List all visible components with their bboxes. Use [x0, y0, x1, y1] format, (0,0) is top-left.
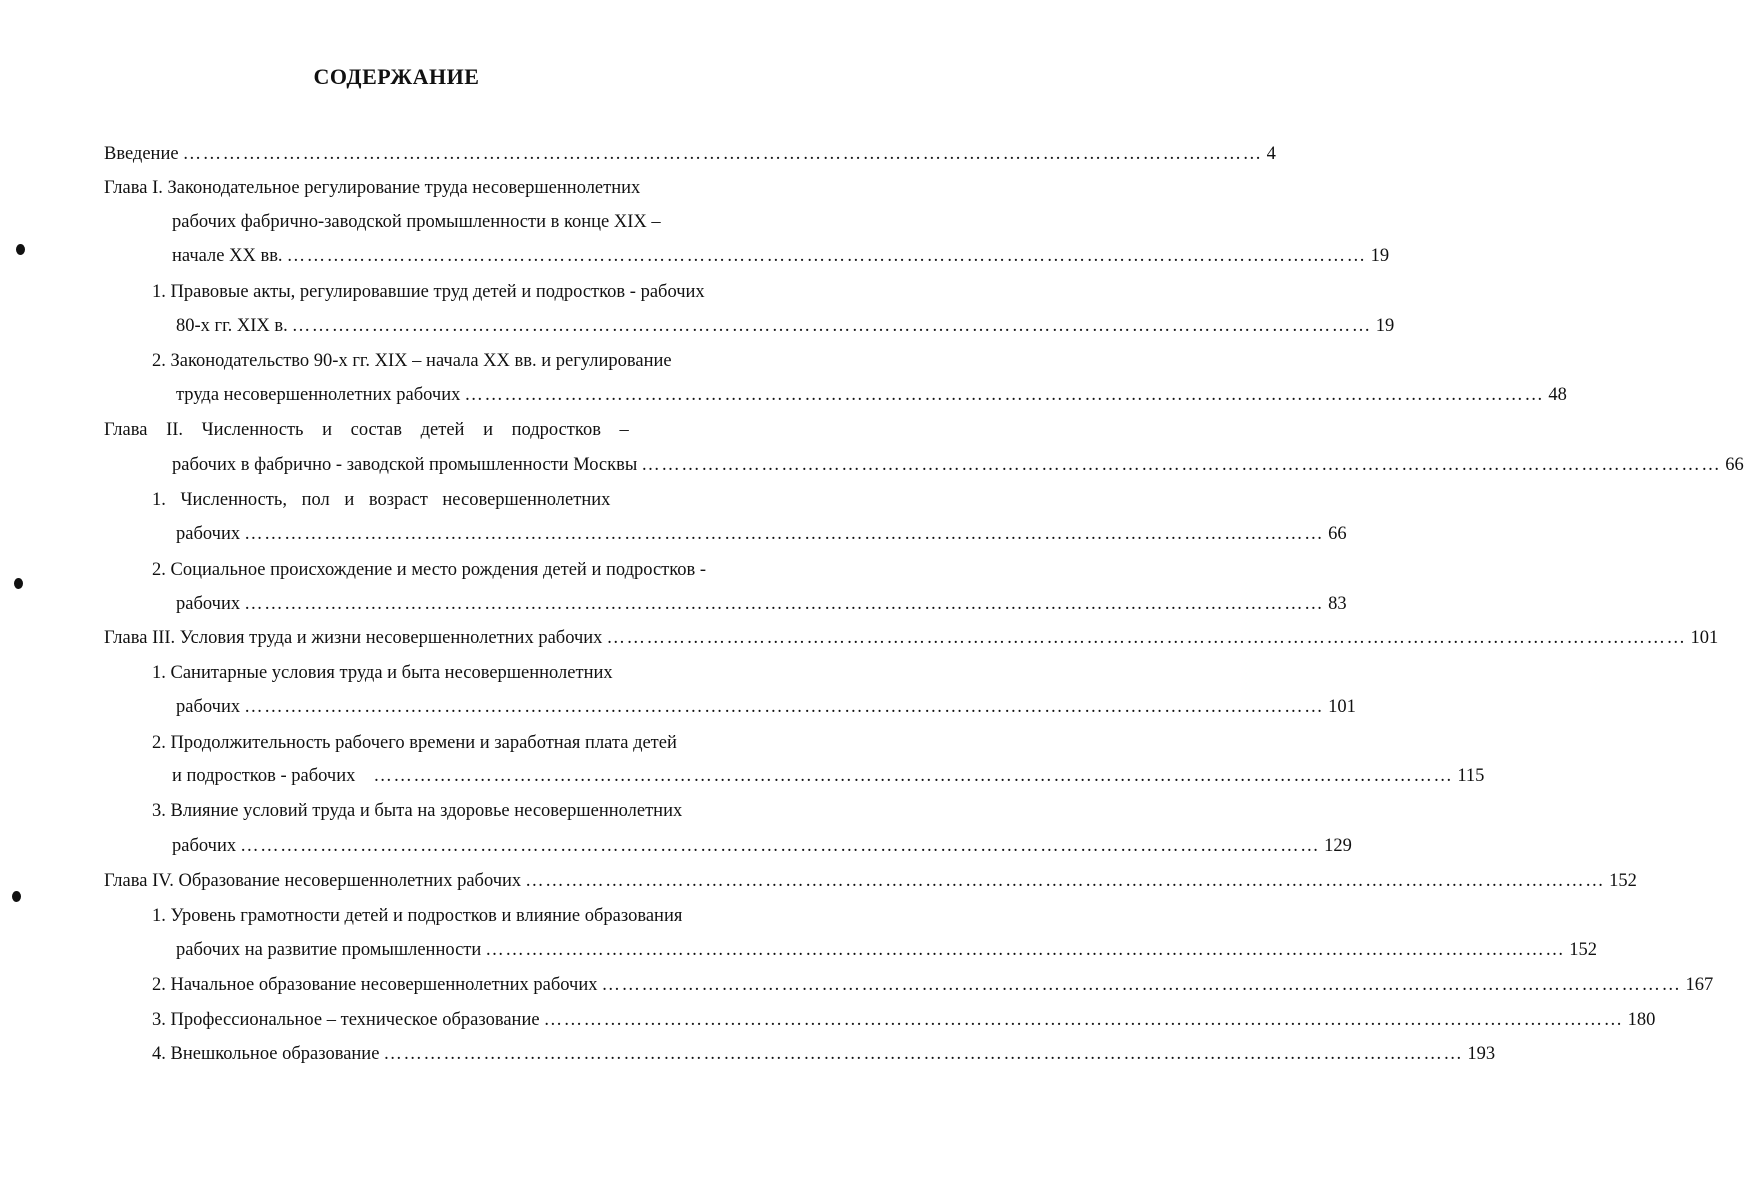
dot-leader: ………………………………………………………………………………………………………………………………………………: [244, 524, 1325, 544]
toc-page-number: 66: [1328, 524, 1347, 544]
dot-leader: ………………………………………………………………………………………………………………………………………………: [485, 940, 1566, 960]
dot-leader: ………………………………………………………………………………………………………………………………………………: [383, 1044, 1464, 1064]
toc-entry-text: 2. Начальное образование несовершеннолетних рабочих: [152, 975, 598, 995]
toc-entry-text: 2. Продолжительность рабочего времени и заработная плата детей: [152, 733, 677, 753]
toc-page-number: 48: [1548, 385, 1567, 405]
dot-leader: ………………………………………………………………………………………………………………………………………………: [244, 594, 1325, 614]
toc-entry-text: 1. Численность, пол и возраст несовершеннолетних: [152, 490, 611, 510]
toc-page-number: 152: [1609, 871, 1637, 891]
toc-entry: [152, 971, 1714, 999]
toc-entry: [172, 451, 1744, 479]
toc-page-number: 129: [1324, 836, 1352, 856]
dot-leader: ………………………………………………………………………………………………………………………………………………: [240, 836, 1321, 856]
toc-section: [152, 797, 682, 825]
toc-entry: [176, 590, 1347, 618]
dot-leader: ………………………………………………………………………………………………………………………………………………: [641, 455, 1722, 475]
toc-entry: [152, 1040, 1496, 1068]
toc-page-number: 83: [1328, 594, 1347, 614]
toc-entry-text: труда несовершеннолетних рабочих: [176, 385, 461, 405]
toc-entry-text: рабочих: [176, 697, 241, 717]
page-title: СОДЕРЖАНИЕ: [313, 64, 480, 89]
dot-leader: ………………………………………………………………………………………………………………………………………………: [373, 766, 1454, 786]
toc-entry-text: 1. Санитарные условия труда и быта несовершеннолетних: [152, 663, 613, 683]
toc-entry-text: 1. Уровень грамотности детей и подростков и влияние образования: [152, 906, 683, 926]
toc-entry-text: 80-х гг. XIX в.: [176, 316, 288, 336]
toc-page-number: 152: [1569, 940, 1598, 960]
dot-leader: ………………………………………………………………………………………………………………………………………………: [291, 316, 1372, 336]
toc-entry-text: Глава III. Условия труда и жизни несовершеннолетних рабочих: [104, 628, 603, 648]
toc-entry: [104, 867, 1637, 895]
toc-page-number: 180: [1627, 1010, 1656, 1030]
toc-entry: [104, 140, 1276, 168]
dot-leader: ………………………………………………………………………………………………………………………………………………: [525, 871, 1606, 891]
toc-section: [152, 347, 672, 375]
toc-entry: [104, 624, 1719, 652]
toc-page-number: 66: [1725, 455, 1744, 475]
dot-leader: ………………………………………………………………………………………………………………………………………………: [244, 697, 1325, 717]
toc-chapter-heading: [104, 174, 640, 202]
toc-section: [152, 556, 706, 584]
dot-leader: ………………………………………………………………………………………………………………………………………………: [601, 975, 1682, 995]
toc-page-number: 4: [1266, 144, 1276, 164]
toc-page-number: 115: [1457, 766, 1485, 786]
toc-entry-text: Глава I. Законодательное регулирование труда несовершеннолетних: [104, 178, 641, 198]
toc-page-number: 101: [1690, 628, 1719, 648]
toc-section: [152, 659, 613, 687]
dot-leader: ………………………………………………………………………………………………………………………………………………: [464, 385, 1545, 405]
toc-page-number: 19: [1375, 316, 1395, 336]
toc-page-number: 101: [1328, 697, 1356, 717]
toc-entry-text: рабочих фабрично-заводской промышленности в конце XIX –: [172, 212, 661, 232]
toc-entry-text: рабочих: [176, 524, 241, 544]
toc-entry-text: 3. Влияние условий труда и быта на здоровье несовершеннолетних: [152, 801, 683, 821]
binder-hole-mark: [14, 578, 23, 589]
toc-entry-text: Введение: [104, 144, 179, 164]
toc-entry-text: 4. Внешкольное образование: [152, 1044, 380, 1064]
toc-entry-text: начале XX вв.: [172, 246, 283, 266]
toc-entry-text: рабочих в фабрично - заводской промышленности Москвы: [172, 455, 638, 475]
toc-entry: [172, 762, 1485, 790]
toc-entry-text: рабочих: [176, 594, 241, 614]
toc-entry-text: 2. Социальное происхождение и место рождения детей и подростков -: [152, 560, 707, 580]
toc-chapter-heading-continued: [172, 208, 661, 236]
toc-entry-text: рабочих на развитие промышленности: [176, 940, 482, 960]
toc-entry: [176, 312, 1395, 340]
toc-entry-text: рабочих: [172, 836, 237, 856]
toc-page-number: 167: [1685, 975, 1714, 995]
toc-page-number: 19: [1370, 246, 1390, 266]
toc-entry: [172, 242, 1390, 270]
toc-entry-text: 1. Правовые акты, регулировавшие труд детей и подростков - рабочих: [152, 282, 705, 302]
toc-entry: [172, 832, 1352, 860]
toc-entry-text: Глава II. Численность и состав детей и подростков –: [104, 420, 629, 440]
toc-entry: [176, 936, 1598, 964]
binder-hole-mark: [12, 891, 21, 902]
toc-entry-text: и подростков - рабочих: [172, 766, 356, 786]
toc-entry-text: 2. Законодательство 90-х гг. XIX – начала XX вв. и регулирование: [152, 351, 672, 371]
dot-leader: ………………………………………………………………………………………………………………………………………………: [543, 1010, 1624, 1030]
toc-entry: [152, 1006, 1656, 1034]
toc-section: [152, 278, 705, 306]
toc-section: [152, 902, 682, 930]
dot-leader: ………………………………………………………………………………………………………………………………………………: [182, 144, 1263, 164]
toc-chapter-heading: [104, 416, 629, 444]
toc-entry: [176, 693, 1356, 721]
toc-entry: [176, 381, 1567, 409]
toc-entry-text: 3. Профессиональное – техническое образование: [152, 1010, 540, 1030]
dot-leader: ………………………………………………………………………………………………………………………………………………: [606, 628, 1687, 648]
toc-section: [152, 729, 677, 757]
toc-page-number: 193: [1467, 1044, 1496, 1064]
toc-section: [152, 486, 610, 514]
toc-entry-text: Глава IV. Образование несовершеннолетних рабочих: [104, 871, 522, 891]
toc-entry: [176, 520, 1347, 548]
dot-leader: ………………………………………………………………………………………………………………………………………………: [286, 246, 1367, 266]
binder-hole-mark: [16, 244, 25, 255]
